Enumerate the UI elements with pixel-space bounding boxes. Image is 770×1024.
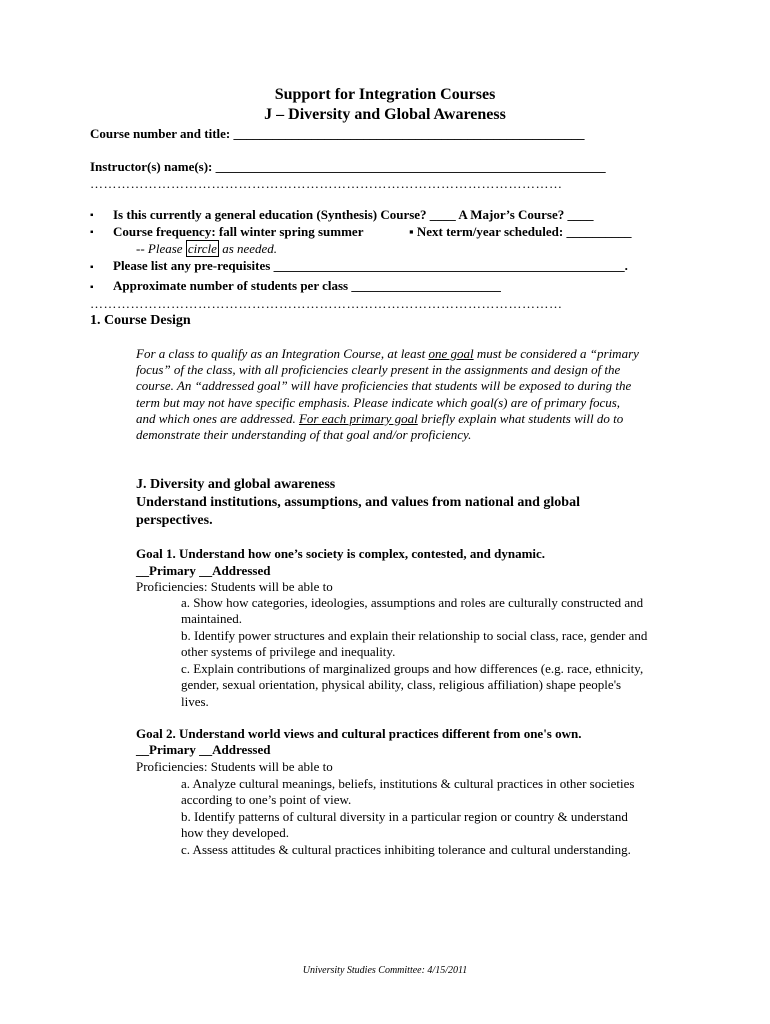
goal-1-proficiency-line: other systems of privilege and inequality. — [181, 644, 396, 659]
goal-1-proficiency-line: lives. — [181, 694, 209, 709]
goal-2-proficiency-line: a. Analyze cultural meanings, beliefs, institutions & cultural practices in other societies — [181, 776, 635, 791]
goal-1-proficiency-line: b. Identify power structures and explain their relationship to social class, race, gender and — [181, 628, 648, 643]
page-title: Support for Integration Courses — [274, 86, 496, 103]
general-education-question[interactable]: Is this currently a general education (Synthesis) Course? ____ A Major’s Course? ____ — [113, 207, 594, 222]
goal-2-proficiency-line: b. Identify patterns of cultural diversity in a particular region or country & understand — [181, 809, 628, 824]
dotted-divider: …………………………………………………………………………………………… — [90, 176, 563, 191]
course-design-paragraph-line — [136, 411, 623, 427]
goal-1-proficiency-line: c. Explain contributions of marginalized groups and how differences (e.g. race, ethnicity, — [181, 661, 644, 676]
section-j-subheading: Understand institutions, assumptions, and values from national and global — [136, 495, 580, 510]
course-design-heading: 1. Course Design — [90, 313, 191, 328]
next-term-field[interactable]: ▪ Next term/year scheduled: __________ — [409, 224, 632, 239]
section-j-subheading: perspectives. — [136, 513, 213, 528]
goal-2-options[interactable]: __Primary __Addressed — [136, 742, 271, 757]
course-number-field[interactable]: Course number and title: ______________________________________________________ — [90, 126, 585, 141]
goal-2-proficiencies-label: Proficiencies: Students will be able to — [136, 759, 333, 774]
goal-1-proficiencies-label: Proficiencies: Students will be able to — [136, 579, 333, 594]
circle-instruction — [136, 241, 277, 257]
course-design-paragraph-line — [136, 346, 639, 362]
course-design-paragraph-line: focus” of the class, with all proficiencies clearly present in the assignments and design of the — [136, 362, 621, 377]
course-design-paragraph-line: demonstrate their understanding of that goal and/or proficiency. — [136, 427, 472, 442]
goal-2-proficiency-line: c. Assess attitudes & cultural practices inhibiting tolerance and cultural understanding. — [181, 842, 631, 857]
goal-2-title: Goal 2. Understand world views and cultural practices different from one's own. — [136, 726, 582, 741]
text-run-underlined: For each primary goal — [298, 411, 418, 426]
text-run: must be considered a “primary — [473, 346, 639, 361]
bullet-icon: ▪ — [90, 210, 94, 221]
bullet-icon: ▪ — [90, 282, 94, 293]
instructor-name-field[interactable]: Instructor(s) name(s): ____________________________________________________________ — [90, 159, 606, 174]
students-per-class-field[interactable]: Approximate number of students per class _______________________ — [113, 278, 501, 293]
goal-1-proficiency-line: a. Show how categories, ideologies, assumptions and roles are culturally constructed and — [181, 595, 644, 610]
text-run: For a class to qualify as an Integration Course, at least — [136, 346, 429, 361]
course-frequency-question[interactable]: Course frequency: fall winter spring summer — [113, 224, 364, 239]
bullet-icon: ▪ — [90, 227, 94, 238]
goal-1-options[interactable]: __Primary __Addressed — [136, 563, 271, 578]
footer-note: University Studies Committee: 4/15/2011 — [302, 965, 468, 976]
circle-instruction-post: as needed. — [218, 241, 278, 256]
dotted-divider: …………………………………………………………………………………………… — [90, 296, 563, 311]
section-j-heading: J. Diversity and global awareness — [136, 477, 336, 492]
text-run-underlined: one goal — [428, 346, 474, 361]
goal-1-proficiency-line: gender, sexual orientation, physical ability, class, religious affiliation) shape people's — [181, 677, 622, 692]
goal-1-proficiency-line: maintained. — [181, 611, 243, 626]
circle-word: circle — [187, 241, 217, 256]
prerequisites-field[interactable]: Please list any pre-requisites ______________________________________________________. — [113, 258, 628, 273]
goal-2-proficiency-line: according to one’s point of view. — [181, 792, 352, 807]
goal-2-proficiency-line: how they developed. — [181, 825, 289, 840]
text-run: briefly explain what students will do to — [417, 411, 624, 426]
course-design-paragraph-line: term but may not have specific emphasis. Please indicate which goal(s) are of primary focus, — [136, 395, 621, 410]
goal-1-title: Goal 1. Understand how one’s society is complex, contested, and dynamic. — [136, 546, 546, 561]
text-run: and which ones are addressed. — [136, 411, 299, 426]
course-design-paragraph-line: course. An “addressed goal” will have proficiencies that students will be exposed to during the — [136, 378, 632, 393]
circle-instruction-pre: -- Please — [136, 241, 186, 256]
page-subtitle: J – Diversity and Global Awareness — [264, 106, 506, 123]
bullet-icon: ▪ — [90, 262, 94, 273]
